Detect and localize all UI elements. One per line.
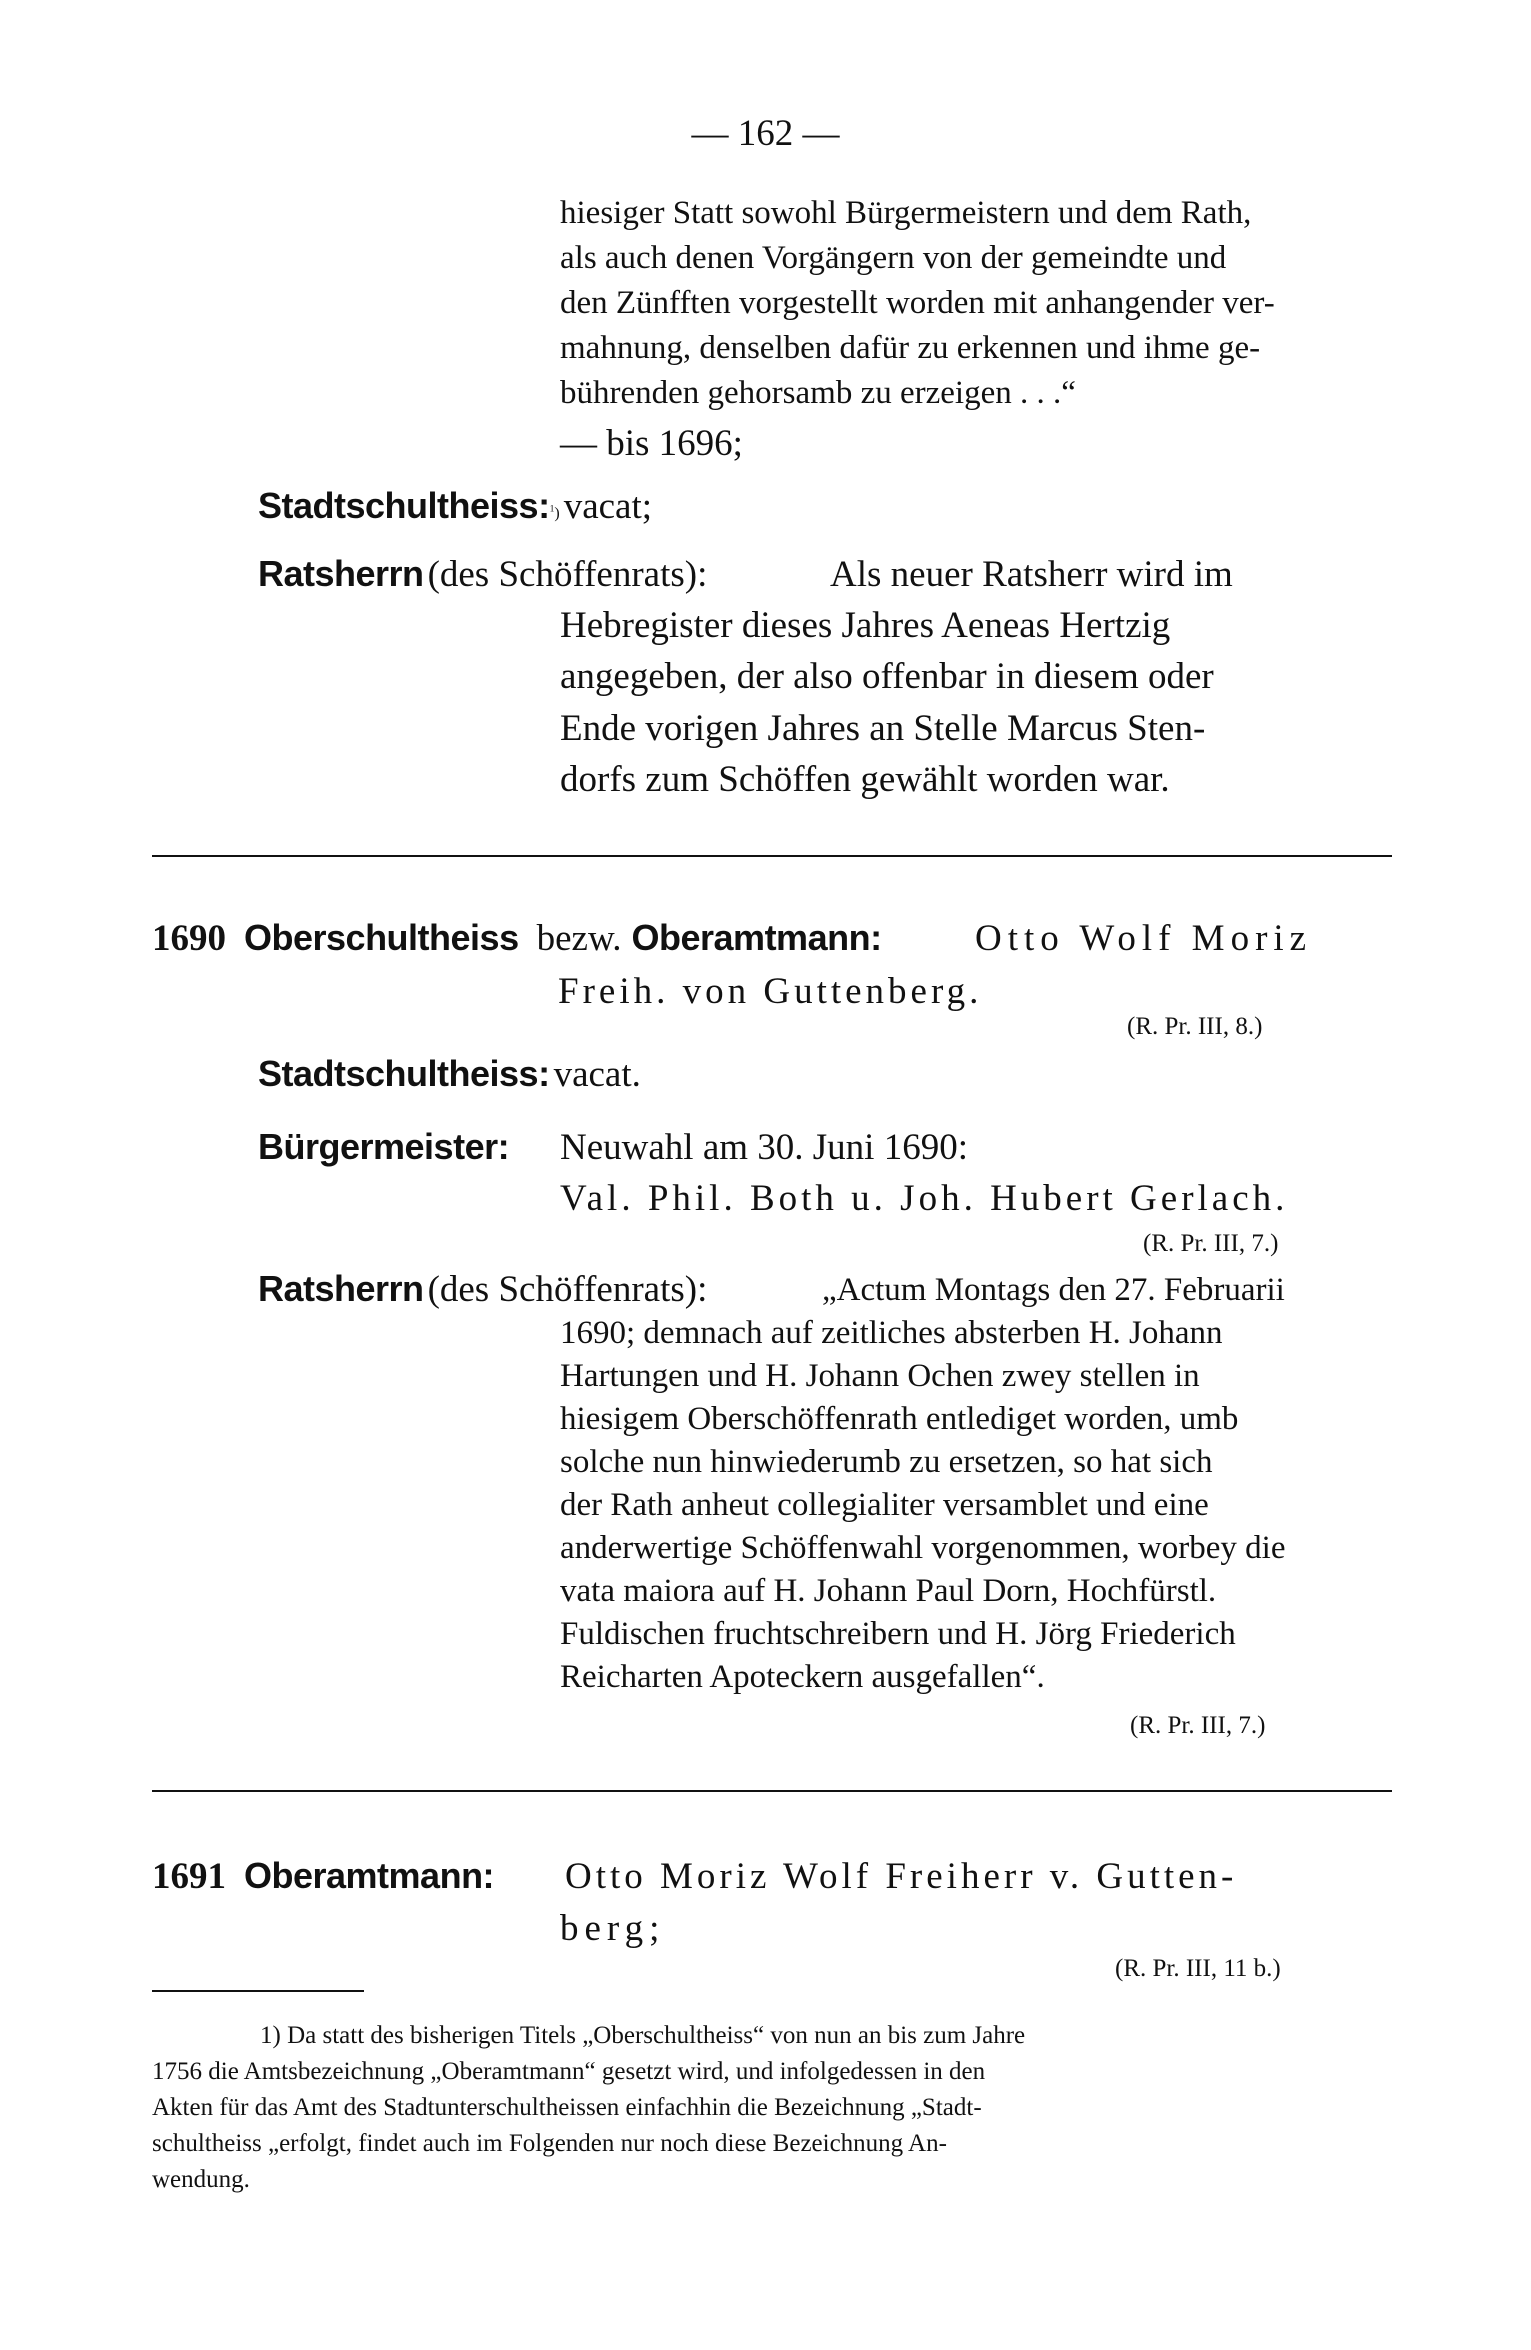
ratsherrn-line: Ende vorigen Jahres an Stelle Marcus Sten-	[560, 708, 1206, 749]
bis-line: — bis 1696;	[560, 423, 743, 464]
reference: (R. Pr. III, 11 b.)	[1115, 1955, 1281, 1982]
footnote-marker: 1)	[260, 2022, 281, 2049]
buergermeister-names: Val. Phil. Both u. Joh. Hubert Gerlach.	[560, 1178, 1289, 1219]
stadtschultheiss-label: Stadtschultheiss:	[258, 485, 550, 526]
reference: (R. Pr. III, 7.)	[1143, 1230, 1279, 1257]
ratsherrn-1690-label-line	[258, 1268, 707, 1311]
stadtschultheiss-value: vacat;	[563, 486, 653, 527]
ratsherrn-quote-line: Fuldischen fruchtschreibern und H. Jörg Friederich	[560, 1616, 1236, 1652]
intro-line: bührenden gehorsamb zu erzeigen . . .“	[560, 375, 1076, 411]
footnote-line: schultheiss „erfolgt, findet auch im Folgenden nur noch diese Bezeichnung An-	[152, 2130, 947, 2157]
ratsherrn-quote-line: Reicharten Apoteckern ausgefallen“.	[560, 1659, 1045, 1695]
ratsherrn-quote-line: solche nun hinwiederumb zu ersetzen, so hat sich	[560, 1444, 1213, 1480]
stadtschultheiss-value: vacat.	[553, 1054, 641, 1095]
ratsherrn-label-line	[258, 553, 707, 596]
footnote-line: wendung.	[152, 2166, 250, 2193]
section-divider	[152, 855, 1392, 857]
oberamtmann-name: Otto Wolf Moriz	[975, 918, 1313, 959]
stadtschultheiss-label: Stadtschultheiss:	[258, 1053, 550, 1094]
oberamtmann-name: Otto Moriz Wolf Freiherr v. Gutten-	[565, 1856, 1238, 1897]
year-1690-heading	[152, 917, 882, 960]
ratsherrn-label: Ratsherrn	[258, 553, 424, 594]
oberamtmann-name-cont: Freih. von Guttenberg.	[558, 971, 983, 1012]
ratsherrn-line: dorfs zum Schöffen gewählt worden war.	[560, 759, 1170, 800]
intro-line: als auch denen Vorgängern von der gemeindte und	[560, 240, 1227, 276]
year-1690: 1690	[152, 918, 226, 959]
section-divider	[152, 1790, 1392, 1792]
footnote-line: 1) Da statt des bisherigen Titels „Oberschultheiss“ von nun an bis zum Jahre	[260, 2022, 1026, 2049]
intro-line: mahnung, denselben dafür zu erkennen und ihme ge-	[560, 330, 1261, 366]
footnote-ref: 1	[549, 503, 555, 515]
ratsherrn-line: Als neuer Ratsherr wird im	[830, 554, 1233, 595]
buergermeister-label: Bürgermeister:	[258, 1126, 510, 1167]
oberschultheiss-label: Oberschultheiss	[244, 917, 519, 958]
ratsherrn-quote-line: „Actum Montags den 27. Februarii	[822, 1272, 1285, 1308]
page-number: — 162 —	[691, 113, 840, 154]
oberamtmann-label: Oberamtmann:	[631, 917, 882, 958]
ratsherrn-paren: (des Schöffenrats):	[427, 1269, 708, 1310]
stadtschultheiss-1690	[258, 1053, 641, 1096]
ratsherrn-paren: (des Schöffenrats):	[427, 554, 708, 595]
stadtschultheiss-entry: Stadtschultheiss:$^1$) vacat;	[258, 485, 653, 527]
buergermeister-line: Neuwahl am 30. Juni 1690:	[560, 1127, 968, 1168]
ratsherrn-quote-line: anderwertige Schöffenwahl vorgenommen, worbey die	[560, 1530, 1286, 1566]
ratsherrn-label: Ratsherrn	[258, 1268, 424, 1309]
bezw-text: bezw.	[536, 918, 622, 959]
intro-line: hiesiger Statt sowohl Bürgermeistern und dem Rath,	[560, 195, 1252, 231]
footnote-line: 1756 die Amtsbezeichnung „Oberamtmann“ gesetzt wird, und infolgedessen in den	[152, 2058, 986, 2085]
footnote-line: Akten für das Amt des Stadtunterschultheissen einfachhin die Bezeichnung „Stadt-	[152, 2094, 982, 2121]
ratsherrn-line: Hebregister dieses Jahres Aeneas Hertzig	[560, 605, 1171, 646]
ratsherrn-quote-line: vata maiora auf H. Johann Paul Dorn, Hochfürstl.	[560, 1573, 1217, 1609]
year-1691-heading	[152, 1855, 494, 1898]
oberamtmann-label: Oberamtmann:	[244, 1855, 495, 1896]
footnote-rule	[152, 1990, 364, 1992]
ratsherrn-quote-line: der Rath anheut collegialiter versamblet und eine	[560, 1487, 1209, 1523]
oberamtmann-name-cont: berg;	[560, 1908, 666, 1949]
intro-line: den Zünfften vorgestellt worden mit anhangender ver-	[560, 285, 1275, 321]
ratsherrn-quote-line: 1690; demnach auf zeitliches absterben H. Johann	[560, 1315, 1223, 1351]
ratsherrn-line: angegeben, der also offenbar in diesem oder	[560, 656, 1214, 697]
year-1691: 1691	[152, 1856, 226, 1897]
reference: (R. Pr. III, 7.)	[1130, 1712, 1266, 1739]
ratsherrn-quote-line: hiesigem Oberschöffenrath entlediget worden, umb	[560, 1401, 1239, 1437]
reference: (R. Pr. III, 8.)	[1127, 1013, 1263, 1040]
ratsherrn-quote-line: Hartungen und H. Johann Ochen zwey stellen in	[560, 1358, 1200, 1394]
